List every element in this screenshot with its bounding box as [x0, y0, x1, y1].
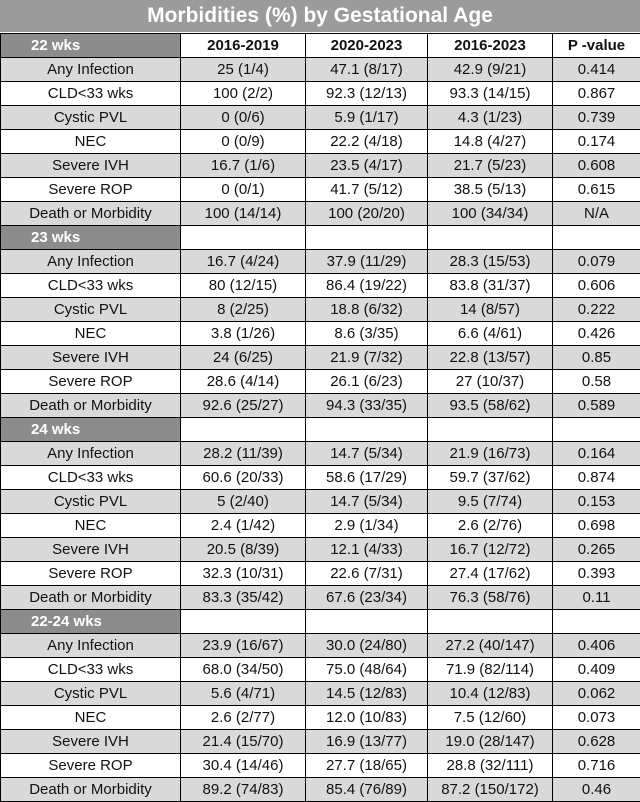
value-cell: 23.9 (16/67): [181, 634, 306, 658]
value-cell: 5.6 (4/71): [181, 682, 306, 706]
value-cell: 22.8 (13/57): [428, 346, 553, 370]
value-cell: 6.6 (4/61): [428, 322, 553, 346]
value-cell: 30.4 (14/46): [181, 754, 306, 778]
row-label: Death or Morbidity: [1, 586, 181, 610]
value-cell: 0.85: [553, 346, 640, 370]
value-cell: 0.867: [553, 82, 640, 106]
value-cell: 3.8 (1/26): [181, 322, 306, 346]
value-cell: 83.3 (35/42): [181, 586, 306, 610]
value-cell: 47.1 (8/17): [306, 58, 428, 82]
blank-cell: [553, 226, 640, 250]
value-cell: 0.174: [553, 130, 640, 154]
section-header-row: [1, 226, 640, 250]
section-label: 22-24 wks: [1, 610, 181, 634]
value-cell: 75.0 (48/64): [306, 658, 428, 682]
row-label: Any Infection: [1, 442, 181, 466]
value-cell: 93.5 (58/62): [428, 394, 553, 418]
blank-cell: [306, 226, 428, 250]
value-cell: 24 (6/25): [181, 346, 306, 370]
value-cell: 0.46: [553, 778, 640, 802]
value-cell: 58.6 (17/29): [306, 466, 428, 490]
value-cell: 12.1 (4/33): [306, 538, 428, 562]
value-cell: 0.222: [553, 298, 640, 322]
value-cell: 14 (8/57): [428, 298, 553, 322]
row-label: Any Infection: [1, 634, 181, 658]
value-cell: 100 (20/20): [306, 202, 428, 226]
value-cell: 0.716: [553, 754, 640, 778]
value-cell: 28.2 (11/39): [181, 442, 306, 466]
value-cell: 14.7 (5/34): [306, 442, 428, 466]
value-cell: 14.7 (5/34): [306, 490, 428, 514]
row-label: CLD<33 wks: [1, 82, 181, 106]
value-cell: 42.9 (9/21): [428, 58, 553, 82]
value-cell: 83.8 (31/37): [428, 274, 553, 298]
value-cell: 0.414: [553, 58, 640, 82]
section-label: 24 wks: [1, 418, 181, 442]
column-header: 2020-2023: [306, 34, 428, 58]
blank-cell: [181, 226, 306, 250]
value-cell: 0.164: [553, 442, 640, 466]
value-cell: 21.9 (7/32): [306, 346, 428, 370]
column-header: P -value: [553, 34, 640, 58]
table-row: [1, 106, 640, 130]
value-cell: 2.6 (2/76): [428, 514, 553, 538]
table-row: [1, 730, 640, 754]
column-header: 2016-2023: [428, 34, 553, 58]
table-body: [1, 34, 640, 802]
value-cell: 12.0 (10/83): [306, 706, 428, 730]
value-cell: 26.1 (6/23): [306, 370, 428, 394]
row-label: Cystic PVL: [1, 298, 181, 322]
table-row: [1, 586, 640, 610]
value-cell: 16.7 (1/6): [181, 154, 306, 178]
row-label: NEC: [1, 706, 181, 730]
table-row: [1, 274, 640, 298]
value-cell: 0.615: [553, 178, 640, 202]
value-cell: 0.393: [553, 562, 640, 586]
morbidity-table: [0, 33, 640, 802]
value-cell: 67.6 (23/34): [306, 586, 428, 610]
blank-cell: [428, 226, 553, 250]
blank-cell: [428, 610, 553, 634]
table-row: [1, 298, 640, 322]
value-cell: 4.3 (1/23): [428, 106, 553, 130]
value-cell: 86.4 (19/22): [306, 274, 428, 298]
table-row: [1, 538, 640, 562]
value-cell: 100 (34/34): [428, 202, 553, 226]
table-row: [1, 346, 640, 370]
table-row: [1, 58, 640, 82]
row-label: Any Infection: [1, 250, 181, 274]
row-label: Cystic PVL: [1, 682, 181, 706]
value-cell: 85.4 (76/89): [306, 778, 428, 802]
value-cell: 14.5 (12/83): [306, 682, 428, 706]
row-label: Death or Morbidity: [1, 778, 181, 802]
row-label: Severe IVH: [1, 538, 181, 562]
value-cell: 38.5 (5/13): [428, 178, 553, 202]
value-cell: 27 (10/37): [428, 370, 553, 394]
table-row: [1, 394, 640, 418]
row-label: Severe IVH: [1, 154, 181, 178]
table-row: [1, 514, 640, 538]
blank-cell: [181, 610, 306, 634]
blank-cell: [181, 418, 306, 442]
value-cell: 92.3 (12/13): [306, 82, 428, 106]
row-label: Any Infection: [1, 58, 181, 82]
value-cell: 0.698: [553, 514, 640, 538]
table-row: [1, 130, 640, 154]
table-row: [1, 490, 640, 514]
row-label: Death or Morbidity: [1, 394, 181, 418]
row-label: Death or Morbidity: [1, 202, 181, 226]
row-label: Severe ROP: [1, 562, 181, 586]
value-cell: 23.5 (4/17): [306, 154, 428, 178]
value-cell: 16.7 (12/72): [428, 538, 553, 562]
value-cell: 28.6 (4/14): [181, 370, 306, 394]
value-cell: 0.608: [553, 154, 640, 178]
row-label: NEC: [1, 322, 181, 346]
value-cell: 0 (0/1): [181, 178, 306, 202]
value-cell: 0.062: [553, 682, 640, 706]
value-cell: 28.3 (15/53): [428, 250, 553, 274]
table-row: [1, 682, 640, 706]
value-cell: 0.628: [553, 730, 640, 754]
value-cell: 0.079: [553, 250, 640, 274]
value-cell: 25 (1/4): [181, 58, 306, 82]
value-cell: 21.9 (16/73): [428, 442, 553, 466]
value-cell: 59.7 (37/62): [428, 466, 553, 490]
value-cell: 8 (2/25): [181, 298, 306, 322]
row-label: CLD<33 wks: [1, 274, 181, 298]
row-label: NEC: [1, 514, 181, 538]
value-cell: 22.2 (4/18): [306, 130, 428, 154]
value-cell: 100 (14/14): [181, 202, 306, 226]
section-label: 23 wks: [1, 226, 181, 250]
table-row: [1, 322, 640, 346]
value-cell: 100 (2/2): [181, 82, 306, 106]
row-label: NEC: [1, 130, 181, 154]
value-cell: 5 (2/40): [181, 490, 306, 514]
table-row: [1, 634, 640, 658]
value-cell: 0.606: [553, 274, 640, 298]
value-cell: 28.8 (32/111): [428, 754, 553, 778]
value-cell: 0.58: [553, 370, 640, 394]
table-row: [1, 754, 640, 778]
table-row: [1, 562, 640, 586]
table-row: [1, 202, 640, 226]
value-cell: 41.7 (5/12): [306, 178, 428, 202]
value-cell: 7.5 (12/60): [428, 706, 553, 730]
value-cell: 71.9 (82/114): [428, 658, 553, 682]
section-label: 22 wks: [1, 34, 181, 58]
value-cell: 94.3 (33/35): [306, 394, 428, 418]
table-row: [1, 370, 640, 394]
value-cell: 21.4 (15/70): [181, 730, 306, 754]
value-cell: 21.7 (5/23): [428, 154, 553, 178]
row-label: Severe ROP: [1, 370, 181, 394]
value-cell: 60.6 (20/33): [181, 466, 306, 490]
value-cell: 2.6 (2/77): [181, 706, 306, 730]
value-cell: 2.4 (1/42): [181, 514, 306, 538]
blank-cell: [553, 418, 640, 442]
value-cell: 27.7 (18/65): [306, 754, 428, 778]
value-cell: 32.3 (10/31): [181, 562, 306, 586]
row-label: Cystic PVL: [1, 490, 181, 514]
value-cell: 9.5 (7/74): [428, 490, 553, 514]
section-header-row: [1, 418, 640, 442]
row-label: Severe ROP: [1, 178, 181, 202]
value-cell: 14.8 (4/27): [428, 130, 553, 154]
value-cell: 87.2 (150/172): [428, 778, 553, 802]
value-cell: 19.0 (28/147): [428, 730, 553, 754]
value-cell: 80 (12/15): [181, 274, 306, 298]
value-cell: 8.6 (3/35): [306, 322, 428, 346]
value-cell: 18.8 (6/32): [306, 298, 428, 322]
value-cell: 16.7 (4/24): [181, 250, 306, 274]
table-row: [1, 778, 640, 802]
value-cell: 22.6 (7/31): [306, 562, 428, 586]
blank-cell: [553, 610, 640, 634]
value-cell: 27.2 (40/147): [428, 634, 553, 658]
blank-cell: [306, 418, 428, 442]
row-label: Cystic PVL: [1, 106, 181, 130]
table-row: [1, 82, 640, 106]
blank-cell: [428, 418, 553, 442]
value-cell: 89.2 (74/83): [181, 778, 306, 802]
row-label: CLD<33 wks: [1, 658, 181, 682]
value-cell: 27.4 (17/62): [428, 562, 553, 586]
value-cell: 0.409: [553, 658, 640, 682]
value-cell: 68.0 (34/50): [181, 658, 306, 682]
value-cell: 0.073: [553, 706, 640, 730]
table-row: [1, 178, 640, 202]
value-cell: 0.426: [553, 322, 640, 346]
value-cell: 93.3 (14/15): [428, 82, 553, 106]
value-cell: 92.6 (25/27): [181, 394, 306, 418]
row-label: CLD<33 wks: [1, 466, 181, 490]
value-cell: 10.4 (12/83): [428, 682, 553, 706]
table-title: Morbidities (%) by Gestational Age: [0, 0, 640, 33]
table-row: [1, 442, 640, 466]
value-cell: 0 (0/9): [181, 130, 306, 154]
value-cell: 0.874: [553, 466, 640, 490]
table-row: [1, 658, 640, 682]
value-cell: 0.589: [553, 394, 640, 418]
value-cell: 0.11: [553, 586, 640, 610]
section-header-row: [1, 34, 640, 58]
column-header: 2016-2019: [181, 34, 306, 58]
value-cell: 0.406: [553, 634, 640, 658]
value-cell: 30.0 (24/80): [306, 634, 428, 658]
value-cell: 0.265: [553, 538, 640, 562]
value-cell: N/A: [553, 202, 640, 226]
value-cell: 37.9 (11/29): [306, 250, 428, 274]
row-label: Severe ROP: [1, 754, 181, 778]
value-cell: 16.9 (13/77): [306, 730, 428, 754]
table-row: [1, 154, 640, 178]
value-cell: 2.9 (1/34): [306, 514, 428, 538]
row-label: Severe IVH: [1, 730, 181, 754]
value-cell: 20.5 (8/39): [181, 538, 306, 562]
value-cell: 0 (0/6): [181, 106, 306, 130]
section-header-row: [1, 610, 640, 634]
value-cell: 5.9 (1/17): [306, 106, 428, 130]
value-cell: 76.3 (58/76): [428, 586, 553, 610]
row-label: Severe IVH: [1, 346, 181, 370]
table-row: [1, 250, 640, 274]
table-row: [1, 466, 640, 490]
value-cell: 0.739: [553, 106, 640, 130]
blank-cell: [306, 610, 428, 634]
value-cell: 0.153: [553, 490, 640, 514]
table-row: [1, 706, 640, 730]
